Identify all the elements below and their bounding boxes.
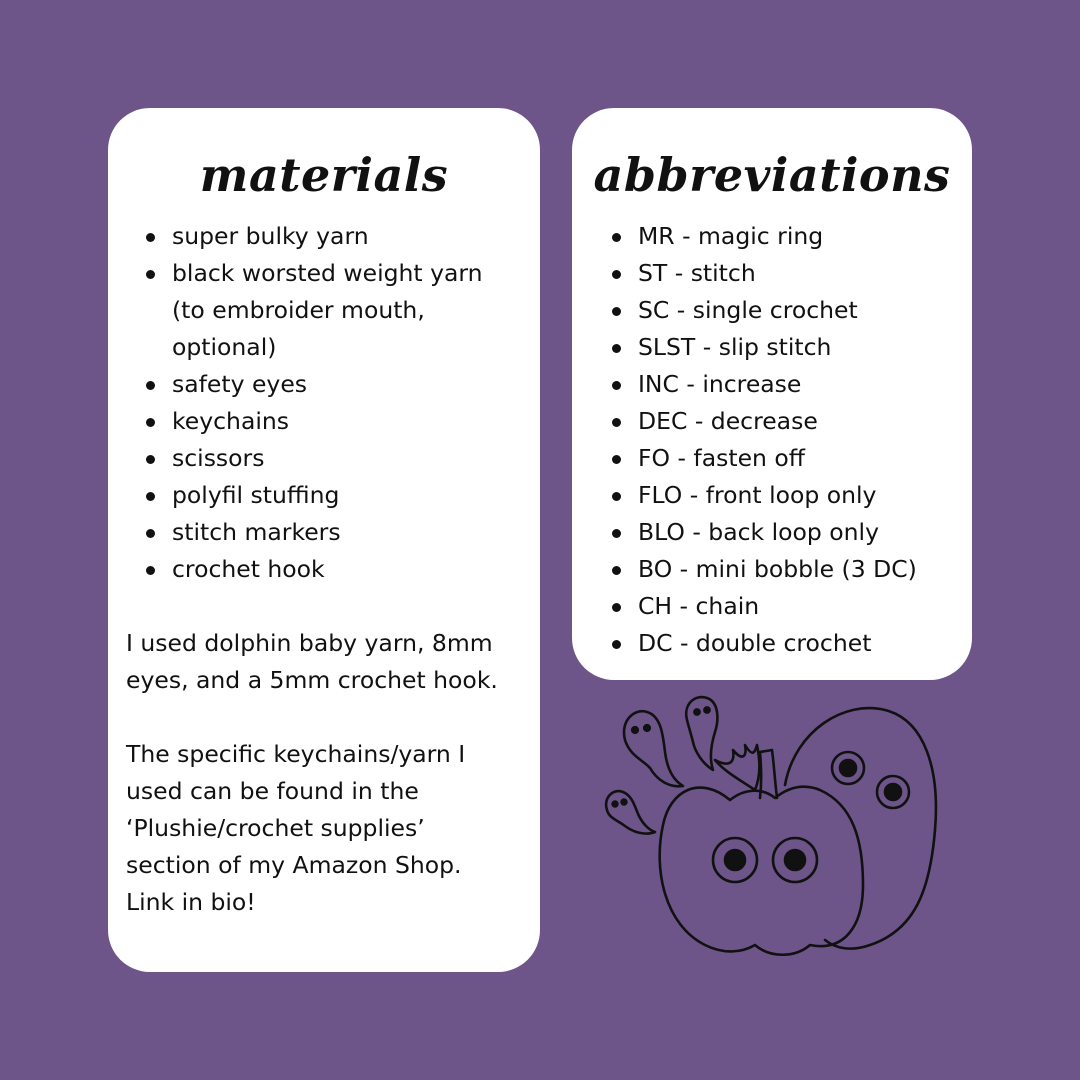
list-item: CH - chain: [612, 588, 962, 625]
ghost-eye-left-pupil: [840, 760, 856, 776]
list-item: safety eyes: [146, 366, 516, 403]
materials-card: [108, 108, 540, 972]
list-item: polyfil stuffing: [146, 477, 516, 514]
list-item: super bulky yarn: [146, 218, 516, 255]
abbreviations-list: [612, 218, 962, 662]
pumpkin-eye-right-pupil: [785, 850, 805, 870]
abbreviations-title: abbreviations: [593, 148, 951, 202]
ghost-eye-right-pupil: [885, 784, 901, 800]
ghost-small-1-eye: [632, 727, 638, 733]
list-item: crochet hook: [146, 551, 516, 588]
list-item: keychains: [146, 403, 516, 440]
list-item: SLST - slip stitch: [612, 329, 962, 366]
list-item: scissors: [146, 440, 516, 477]
list-item: DEC - decrease: [612, 403, 962, 440]
list-item: BLO - back loop only: [612, 514, 962, 551]
ghost-small-2: [686, 697, 717, 770]
list-item: INC - increase: [612, 366, 962, 403]
list-item: FO - fasten off: [612, 440, 962, 477]
pumpkin-eye-left-pupil: [725, 850, 745, 870]
materials-title: materials: [199, 148, 449, 202]
ghost-small-3-eye: [613, 802, 618, 807]
pumpkin-body: [660, 787, 863, 955]
pumpkin-ghost-illustration: [595, 690, 955, 980]
list-item: BO - mini bobble (3 DC): [612, 551, 962, 588]
ghost-small-1: [624, 711, 683, 786]
list-item: DC - double crochet: [612, 625, 962, 662]
materials-list: [146, 218, 516, 588]
materials-note-amazon-shop: The specific keychains/yarn I used can be found in the ‘Plushie/crochet supplies’ section of my Amazon Shop. Link in bio!: [126, 740, 466, 916]
ghost-small-1-eye: [644, 725, 650, 731]
list-item: stitch markers: [146, 514, 516, 551]
ghost-small-3-eye: [622, 800, 627, 805]
ghost-small-3: [606, 791, 655, 834]
list-item: FLO - front loop only: [612, 477, 962, 514]
pumpkin-leaf: [715, 745, 759, 790]
ghost-small-2-eye: [704, 707, 709, 712]
list-item: MR - magic ring: [612, 218, 962, 255]
list-item: black worsted weight yarn (to embroider mouth, optional): [146, 255, 516, 366]
list-item: SC - single crochet: [612, 292, 962, 329]
abbreviations-card: [572, 108, 972, 680]
materials-note-supplies-used: I used dolphin baby yarn, 8mm eyes, and a 5mm crochet hook.: [126, 629, 498, 694]
list-item: ST - stitch: [612, 255, 962, 292]
ghost-small-2-eye: [694, 709, 699, 714]
